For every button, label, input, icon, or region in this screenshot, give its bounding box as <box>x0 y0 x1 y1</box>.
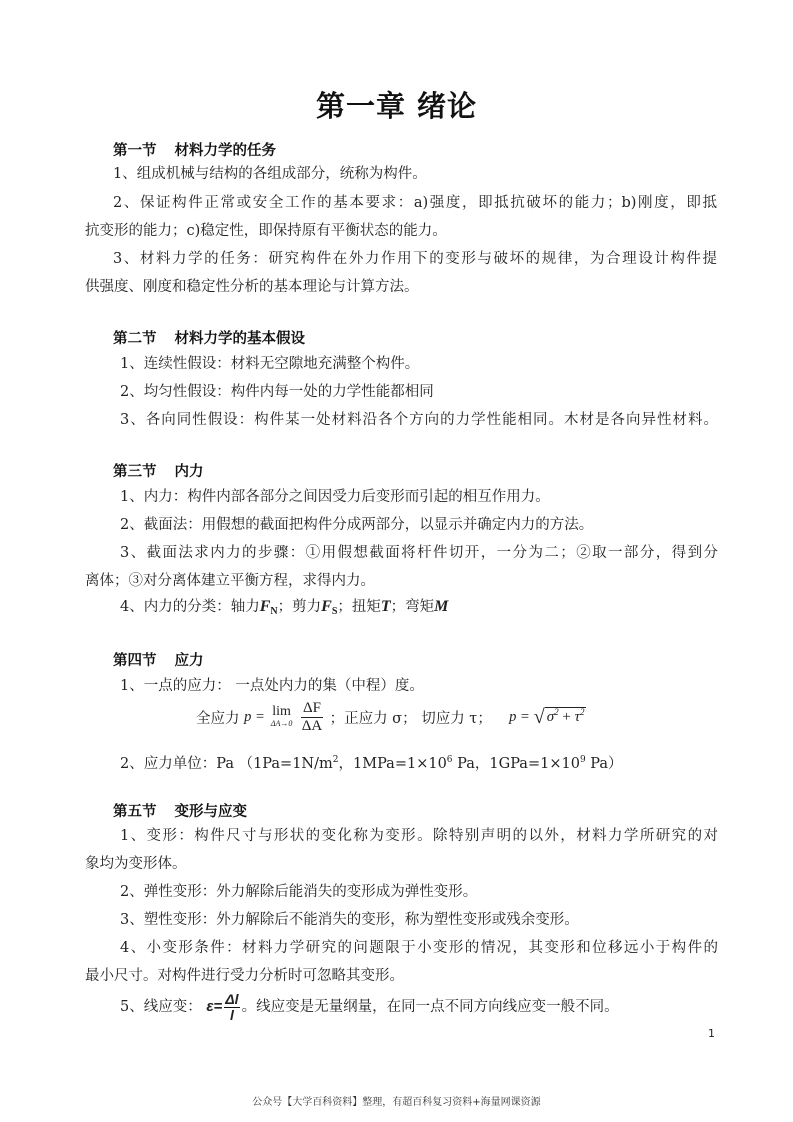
section-title: 应力 <box>174 653 204 669</box>
linear-strain-line: 5、线应变： ε= $\frac{\Delta l}{l}$ 。线应变是无量纲量，在同一点不同方向线应变一般不同。 <box>120 990 619 1023</box>
paragraph-line: 3、各向同性假设：构件某一处材料沿各个方向的力学性能相同。木材是各向异性材料。 <box>120 412 718 428</box>
section-title: 内力 <box>174 464 204 480</box>
section-number: 第一节 <box>113 143 157 159</box>
section-title: 变形与应变 <box>174 804 247 820</box>
page-number: 1 <box>708 1027 715 1040</box>
paragraph-line: 2、弹性变形：外力解除后能消失的变形成为弹性变形。 <box>120 884 478 900</box>
chapter-title: 第一章 绪论 <box>315 89 478 123</box>
paragraph-line: 2、截面法：用假想的截面把构件分成两部分，以显示并确定内力的方法。 <box>120 517 594 533</box>
section-title: 材料力学的基本假设 <box>174 331 305 347</box>
paragraph-line: 1、连续性假设：材料无空隙地充满整个构件。 <box>120 356 420 372</box>
strain-symbol: ε= <box>206 998 223 1015</box>
paragraph-line: 抗变形的能力；c)稳定性，即保持原有平衡状态的能力。 <box>85 223 447 239</box>
paragraph-line: 3、截面法求内力的步骤：①用假想截面将杆件切开，一分为二；②取一部分，得到分 <box>120 545 718 561</box>
paragraph-line: 离体；③对分离体建立平衡方程，求得内力。 <box>85 573 375 589</box>
torque-symbol: T <box>380 598 391 615</box>
section-number: 第五节 <box>113 804 157 820</box>
section-number: 第四节 <box>113 653 157 669</box>
moment-symbol: M <box>434 598 449 615</box>
section-number: 第三节 <box>113 464 157 480</box>
paragraph-line: 最小尺寸。对构件进行受力分析时可忽略其变形。 <box>85 968 404 984</box>
paragraph-line: 3、塑性变形：外力解除后不能消失的变形，称为塑性变形或残余变形。 <box>120 912 579 928</box>
paragraph-line: 象均为变形体。 <box>85 856 187 872</box>
section-heading-4 <box>113 649 204 670</box>
axial-force-symbol: F <box>259 598 271 615</box>
paragraph-line: 4、小变形条件：材料力学研究的问题限于小变形的情况，其变形和位移远小于构件的 <box>120 940 718 956</box>
section-heading-3 <box>113 460 204 481</box>
section-heading-5 <box>113 800 247 821</box>
paragraph-line: 1、变形：构件尺寸与形状的变化称为变形。除特别声明的以外，材料力学所研究的对 <box>120 828 718 844</box>
section-title: 材料力学的任务 <box>174 143 276 159</box>
paragraph-line: 2、保证构件正常或安全工作的基本要求：a)强度，即抵抗破坏的能力；b)刚度，即抵 <box>113 195 717 211</box>
section-number: 第二节 <box>113 331 157 347</box>
paragraph-line: 供强度、刚度和稳定性分析的基本理论与计算方法。 <box>85 279 419 295</box>
limit-operator: lim ΔA→0 <box>270 703 293 728</box>
paragraph-line: 3、材料力学的任务：研究构件在外力作用下的变形与破坏的规律，为合理设计构件提 <box>113 251 717 267</box>
shear-force-symbol: F <box>321 598 332 615</box>
strain-fraction: $\frac{\Delta l}{l}$ <box>225 990 239 1023</box>
section-heading-2 <box>113 327 305 348</box>
stress-formula: 全应力 p = lim ΔA→0 $\frac{\Delta F}{\Delta A}$ ；正应力 σ； 切应力 τ； p = √ $\sigma^2 + \tau^2$ <box>196 700 585 734</box>
footer-note: 公众号【大学百科资料】整理，有超百科复习资料+海量网课资源 <box>252 1097 541 1108</box>
fraction: $\frac{\Delta F}{\Delta A}$ <box>301 700 323 734</box>
paragraph-line: 1、组成机械与结构的各组成部分，统称为构件。 <box>113 166 427 182</box>
paragraph-line: 1、一点的应力： 一点处内力的集（中程）度。 <box>120 678 424 694</box>
paragraph-line: 2、均匀性假设：构件内每一处的力学性能都相同 <box>120 384 434 400</box>
section-heading-1 <box>113 139 276 160</box>
paragraph-line: 1、内力：构件内部各部分之间因受力后变形而引起的相互作用力。 <box>120 489 550 505</box>
square-root: √ $\sigma^2 + \tau^2$ <box>533 706 585 728</box>
stress-units: 2、应力单位：Pa （$1Pa=1N/m^2$，$1MPa=1\times 10^6$ Pa，$1GPa=1\times 10^9$ Pa） <box>120 755 623 772</box>
internal-force-classification: 4、内力的分类：轴力$F_N$；剪力$F_S$；扭矩T；弯矩M <box>120 598 449 617</box>
